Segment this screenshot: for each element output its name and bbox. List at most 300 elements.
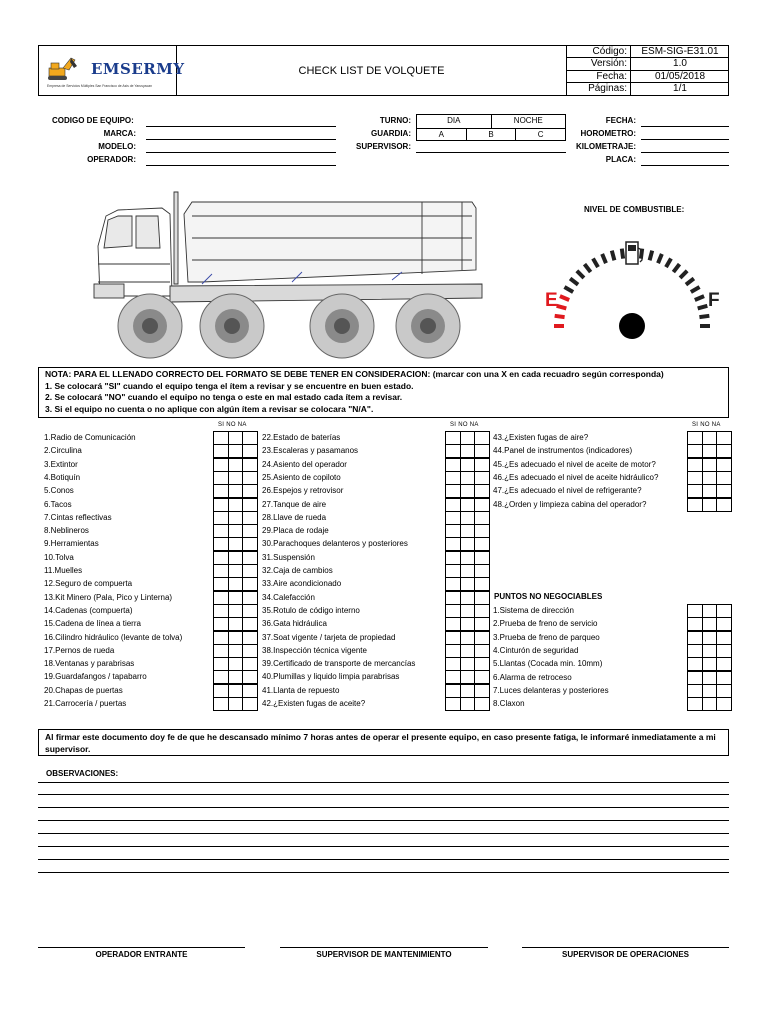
checkbox-no[interactable]	[702, 459, 717, 471]
checkbox-si[interactable]	[688, 445, 702, 457]
guard-row	[417, 128, 565, 141]
checklist-item-checkboxes	[213, 644, 258, 658]
checkbox-na[interactable]	[716, 672, 731, 684]
checkbox-si[interactable]	[446, 592, 460, 604]
checkbox-si[interactable]	[446, 512, 460, 524]
checklist-item-label: 18.Ventanas y parabrisas	[44, 659, 135, 669]
checkbox-na[interactable]	[474, 685, 489, 697]
shift-row	[417, 115, 565, 128]
checklist-item-label: 19.Guardafangos / tapabarro	[44, 672, 147, 682]
checkbox-si[interactable]	[446, 538, 460, 550]
checkbox-na[interactable]	[242, 538, 257, 550]
guard-option-a[interactable]: A	[438, 129, 444, 139]
checkbox-na[interactable]	[242, 658, 257, 670]
checkbox-no[interactable]	[460, 671, 475, 683]
checklist-item-checkboxes	[687, 498, 732, 512]
checkbox-si[interactable]	[446, 459, 460, 471]
checkbox-si[interactable]	[688, 698, 702, 710]
checkbox-si[interactable]	[688, 499, 702, 511]
observations-label: OBSERVACIONES:	[46, 769, 119, 778]
checklist-item-label: 3.Extintor	[44, 459, 78, 469]
fuel-full-label: F	[708, 290, 720, 311]
checkbox-no[interactable]	[702, 698, 717, 710]
checklist-item-checkboxes	[445, 577, 490, 591]
checklist-item-label: 9.Herramientas	[44, 539, 99, 549]
checkbox-no[interactable]	[228, 512, 243, 524]
checkbox-no[interactable]	[702, 499, 717, 511]
checkbox-si[interactable]	[214, 512, 228, 524]
checkbox-no[interactable]	[460, 698, 475, 710]
checkbox-no[interactable]	[460, 472, 475, 484]
date-field[interactable]	[641, 126, 729, 127]
checkbox-si[interactable]	[688, 472, 702, 484]
checkbox-no[interactable]	[228, 698, 243, 710]
instructions-heading: NOTA: PARA EL LLENADO CORRECTO DEL FORMATO SE DEBE TENER EN CONSIDERACION: (marcar con una X en cada recuadro según corresponda)	[45, 369, 664, 379]
checklist-item-label: 2.Circulina	[44, 446, 82, 456]
checkbox-no[interactable]	[228, 432, 243, 444]
checklist-item-checkboxes	[213, 484, 258, 498]
checklist-item-label: 33.Aire acondicionado	[262, 579, 342, 589]
document-title: CHECK LIST DE VOLQUETE	[298, 64, 445, 77]
guard-option-b[interactable]: B	[466, 129, 516, 141]
checkbox-si[interactable]	[446, 525, 460, 537]
checkbox-si[interactable]	[214, 525, 228, 537]
checkbox-si[interactable]	[446, 605, 460, 617]
checkbox-na[interactable]	[242, 472, 257, 484]
model-field[interactable]	[146, 152, 336, 153]
checklist-item-label: 8.Neblineros	[44, 526, 89, 536]
checklist-item-label: 24.Asiento del operador	[262, 459, 347, 469]
checkbox-na[interactable]	[474, 618, 489, 630]
checkbox-na[interactable]	[474, 552, 489, 564]
checkbox-no[interactable]	[460, 605, 475, 617]
shift-option-night[interactable]: NOCHE	[491, 115, 566, 128]
checkbox-na[interactable]	[716, 499, 731, 511]
checkbox-na[interactable]	[242, 565, 257, 577]
checkbox-si[interactable]	[446, 565, 460, 577]
meta-row-date: Fecha: 01/05/2018	[567, 71, 729, 83]
checkbox-na[interactable]	[242, 512, 257, 524]
signature-label-operations: SUPERVISOR DE OPERACIONES	[562, 950, 689, 959]
checkbox-no[interactable]	[702, 685, 717, 697]
signature-line-maintenance[interactable]	[280, 947, 488, 948]
checkbox-na[interactable]	[716, 472, 731, 484]
non-negotiable-item-checkboxes	[687, 644, 732, 658]
checkbox-no[interactable]	[228, 592, 243, 604]
checkbox-na[interactable]	[474, 578, 489, 590]
checklist-item-checkboxes	[213, 471, 258, 485]
checklist-item-checkboxes	[445, 631, 490, 645]
checkbox-na[interactable]	[716, 632, 731, 644]
checkbox-na[interactable]	[242, 698, 257, 710]
checkbox-si[interactable]	[446, 432, 460, 444]
date-label: FECHA:	[605, 116, 636, 125]
checkbox-si[interactable]	[214, 658, 228, 670]
checklist-item-label: 23.Escaleras y pasamanos	[262, 446, 359, 456]
gauge-tick	[585, 264, 591, 272]
checkbox-si[interactable]	[688, 658, 702, 670]
gauge-tick	[622, 249, 623, 259]
checklist-item-checkboxes	[445, 684, 490, 698]
brand-field[interactable]	[146, 139, 336, 140]
checkbox-na[interactable]	[716, 645, 731, 657]
checkbox-na[interactable]	[474, 525, 489, 537]
operator-field[interactable]	[146, 165, 336, 166]
equipment-code-field[interactable]	[146, 126, 336, 127]
checkbox-no[interactable]	[460, 618, 475, 630]
signature-line-operations[interactable]	[522, 947, 729, 948]
checkbox-no[interactable]	[228, 645, 243, 657]
checkbox-si[interactable]	[214, 565, 228, 577]
checkbox-si[interactable]	[446, 685, 460, 697]
checkbox-si[interactable]	[214, 698, 228, 710]
checkbox-si[interactable]	[214, 485, 228, 497]
checkbox-no[interactable]	[228, 658, 243, 670]
checkbox-no[interactable]	[460, 485, 475, 497]
checklist-item-checkboxes	[213, 551, 258, 565]
checkbox-si[interactable]	[688, 618, 702, 630]
signature-line-operator[interactable]	[38, 947, 245, 948]
gauge-tick	[560, 296, 569, 300]
checkbox-no[interactable]	[460, 632, 475, 644]
checkbox-si[interactable]	[214, 605, 228, 617]
signature-label-maintenance: SUPERVISOR DE MANTENIMIENTO	[316, 950, 452, 959]
checkbox-no[interactable]	[228, 605, 243, 617]
checkbox-si[interactable]	[214, 618, 228, 630]
checkbox-si[interactable]	[446, 698, 460, 710]
checkbox-na[interactable]	[242, 592, 257, 604]
observation-line[interactable]	[38, 872, 729, 873]
checklist-item-label: 20.Chapas de puertas	[44, 685, 123, 695]
non-negotiable-item-label: 3.Prueba de freno de parqueo	[493, 632, 600, 642]
checklist-item-checkboxes	[445, 484, 490, 498]
hourmeter-label: HOROMETRO:	[580, 129, 636, 138]
meta-row-pages: Páginas: 1/1	[567, 83, 729, 95]
checklist-item-label: 10.Tolva	[44, 552, 74, 562]
checkbox-si[interactable]	[688, 632, 702, 644]
checkbox-na[interactable]	[242, 632, 257, 644]
checkbox-no[interactable]	[228, 552, 243, 564]
model-label: MODELO:	[98, 142, 136, 151]
observation-line[interactable]	[38, 820, 729, 821]
checkbox-no[interactable]	[702, 618, 717, 630]
checklist-item-label: 34.Calefacción	[262, 592, 315, 602]
mileage-field[interactable]	[641, 152, 729, 153]
instruction-1: 1. Se colocará "SI" cuando el equipo tenga el ítem a revisar y se encuentre en buen estado.	[45, 380, 414, 391]
checkbox-na[interactable]	[716, 445, 731, 457]
checkbox-si[interactable]	[688, 685, 702, 697]
checkbox-na[interactable]	[474, 472, 489, 484]
checkbox-na[interactable]	[474, 565, 489, 577]
gauge-tick	[695, 296, 704, 300]
checkbox-no[interactable]	[460, 578, 475, 590]
checkbox-no[interactable]	[460, 432, 475, 444]
checkbox-no[interactable]	[460, 565, 475, 577]
checkbox-no[interactable]	[460, 592, 475, 604]
non-negotiable-item-checkboxes	[687, 631, 732, 645]
checkbox-na[interactable]	[474, 512, 489, 524]
checkbox-si[interactable]	[446, 618, 460, 630]
meta-row-code: Código: ESM-SIG-E31.01	[567, 46, 729, 58]
checkbox-na[interactable]	[242, 525, 257, 537]
checkbox-si[interactable]	[446, 485, 460, 497]
checkbox-no[interactable]	[460, 499, 475, 511]
checkbox-si[interactable]	[214, 645, 228, 657]
checkbox-si[interactable]	[446, 472, 460, 484]
checklist-item-checkboxes	[213, 591, 258, 605]
checkbox-na[interactable]	[474, 658, 489, 670]
checkbox-no[interactable]	[460, 645, 475, 657]
checkbox-si[interactable]	[214, 671, 228, 683]
checkbox-na[interactable]	[474, 445, 489, 457]
checkbox-na[interactable]	[242, 685, 257, 697]
checklist-item-label: 36.Gata hidráulica	[262, 619, 327, 629]
checkbox-si[interactable]	[214, 538, 228, 550]
checkbox-no[interactable]	[228, 525, 243, 537]
checkbox-no[interactable]	[702, 485, 717, 497]
gauge-tick	[577, 271, 584, 278]
checklist-item-label: 5.Conos	[44, 486, 74, 496]
checkbox-si[interactable]	[214, 432, 228, 444]
checkbox-na[interactable]	[474, 459, 489, 471]
checkbox-na[interactable]	[716, 698, 731, 710]
checkbox-na[interactable]	[474, 645, 489, 657]
fuel-gauge-dial	[540, 200, 730, 350]
checkbox-na[interactable]	[242, 432, 257, 444]
checklist-item-checkboxes	[445, 657, 490, 671]
checklist-item-checkboxes	[213, 631, 258, 645]
checkbox-si[interactable]	[688, 645, 702, 657]
checkbox-na[interactable]	[716, 432, 731, 444]
observation-line[interactable]	[38, 782, 729, 783]
checkbox-na[interactable]	[242, 445, 257, 457]
checkbox-na[interactable]	[242, 499, 257, 511]
checkbox-na[interactable]	[716, 459, 731, 471]
checkbox-si[interactable]	[214, 552, 228, 564]
checkbox-na[interactable]	[242, 671, 257, 683]
non-negotiable-item-checkboxes	[687, 604, 732, 618]
checkbox-si[interactable]	[214, 578, 228, 590]
checklist-item-checkboxes	[445, 670, 490, 684]
checkbox-si[interactable]	[214, 685, 228, 697]
checklist-item-checkboxes	[445, 471, 490, 485]
checkbox-no[interactable]	[702, 605, 717, 617]
observation-line[interactable]	[38, 794, 729, 795]
checkbox-na[interactable]	[716, 485, 731, 497]
checkbox-si[interactable]	[688, 459, 702, 471]
checkbox-no[interactable]	[228, 445, 243, 457]
checklist-item-checkboxes	[213, 617, 258, 631]
checkbox-na[interactable]	[474, 671, 489, 683]
checklist-item-checkboxes	[213, 444, 258, 458]
signature-label-operator: OPERADOR ENTRANTE	[95, 950, 188, 959]
guard-option-c[interactable]: C	[515, 129, 565, 141]
checkbox-si[interactable]	[214, 592, 228, 604]
gauge-tick	[658, 254, 662, 263]
checkbox-na[interactable]	[474, 538, 489, 550]
checkbox-na[interactable]	[716, 685, 731, 697]
checkbox-si[interactable]	[688, 485, 702, 497]
checklist-item-label: 17.Pernos de rueda	[44, 645, 115, 655]
checkbox-na[interactable]	[242, 578, 257, 590]
supervisor-label: SUPERVISOR:	[356, 142, 411, 151]
fuel-empty-label: E	[545, 290, 558, 311]
non-negotiable-item-checkboxes	[687, 684, 732, 698]
checkbox-no[interactable]	[460, 525, 475, 537]
non-negotiable-item-checkboxes	[687, 671, 732, 685]
checkbox-na[interactable]	[474, 592, 489, 604]
checklist-item-checkboxes	[445, 511, 490, 525]
checkbox-si[interactable]	[688, 672, 702, 684]
company-logo	[39, 46, 185, 95]
gauge-tick	[691, 287, 700, 292]
checkbox-si[interactable]	[446, 499, 460, 511]
gauge-tick	[673, 264, 679, 272]
checklist-item-label: 32.Caja de cambios	[262, 566, 333, 575]
checkbox-no[interactable]	[228, 499, 243, 511]
checklist-item-label: 27.Tanque de aire	[262, 499, 327, 509]
checklist-item-checkboxes	[445, 498, 490, 512]
checkbox-si[interactable]	[446, 445, 460, 457]
non-negotiable-item-checkboxes	[687, 657, 732, 671]
non-negotiable-item-checkboxes	[687, 617, 732, 631]
checklist-item-label: 41.Llanta de repuesto	[262, 685, 340, 695]
checkbox-na[interactable]	[474, 632, 489, 644]
checkbox-si[interactable]	[446, 578, 460, 590]
checkbox-no[interactable]	[702, 472, 717, 484]
checkbox-no[interactable]	[460, 538, 475, 550]
checklist-item-checkboxes	[687, 458, 732, 472]
gauge-tick	[698, 306, 708, 309]
checkbox-na[interactable]	[716, 658, 731, 670]
checklist-item-checkboxes	[445, 524, 490, 538]
checklist-item-checkboxes	[213, 697, 258, 711]
gauge-tick	[699, 316, 709, 317]
checklist-item-label: 26.Espejos y retrovisor	[262, 486, 344, 496]
shift-option-day[interactable]: DIA	[447, 116, 461, 125]
checkbox-si[interactable]	[688, 605, 702, 617]
checklist-item-label: 31.Suspensión	[262, 552, 315, 562]
gauge-tick	[570, 279, 578, 285]
checkbox-si[interactable]	[214, 459, 228, 471]
checklist-item-checkboxes	[213, 498, 258, 512]
hourmeter-field[interactable]	[641, 139, 729, 140]
checkbox-no[interactable]	[702, 658, 717, 670]
checkbox-na[interactable]	[474, 432, 489, 444]
checkbox-si[interactable]	[446, 552, 460, 564]
gauge-tick	[593, 258, 598, 267]
gauge-tick	[602, 254, 606, 263]
observation-line[interactable]	[38, 846, 729, 847]
meta-row-version: Versión: 1.0	[567, 58, 729, 70]
checkbox-no[interactable]	[460, 459, 475, 471]
checkbox-no[interactable]	[228, 472, 243, 484]
checkbox-na[interactable]	[716, 618, 731, 630]
checklist-item-checkboxes	[445, 591, 490, 605]
non-negotiable-item-label: 6.Alarma de retroceso	[493, 672, 572, 682]
non-negotiable-heading: PUNTOS NO NEGOCIABLES	[494, 592, 603, 601]
checklist-item-checkboxes	[445, 431, 490, 445]
checkbox-no[interactable]	[460, 552, 475, 564]
checklist-item-label: 48.¿Orden y limpieza cabina del operador?	[493, 499, 647, 509]
checklist-item-checkboxes	[445, 617, 490, 631]
checkbox-si[interactable]	[446, 632, 460, 644]
instruction-3: 3. Si el equipo no cuenta o no aplique con algún ítem a revisar se colocara "N/A".	[45, 403, 374, 414]
checkbox-no[interactable]	[702, 672, 717, 684]
checkbox-no[interactable]	[228, 459, 243, 471]
checklist-item-label: 44.Panel de instrumentos (indicadores)	[493, 446, 633, 456]
checkbox-no[interactable]	[702, 632, 717, 644]
checkbox-no[interactable]	[460, 512, 475, 524]
checkbox-si[interactable]	[214, 632, 228, 644]
non-negotiable-item-label: 2.Prueba de freno de servicio	[493, 619, 598, 629]
plate-field[interactable]	[641, 165, 729, 166]
checklist-item-label: 43.¿Existen fugas de aire?	[493, 433, 589, 442]
col2-header: SI NO NA	[450, 422, 479, 428]
checkbox-na[interactable]	[474, 605, 489, 617]
checkbox-na[interactable]	[716, 605, 731, 617]
checklist-item-label: 4.Botiquín	[44, 472, 81, 482]
checkbox-si[interactable]	[214, 445, 228, 457]
checkbox-no[interactable]	[228, 565, 243, 577]
checkbox-si[interactable]	[214, 472, 228, 484]
checkbox-no[interactable]	[228, 618, 243, 630]
checkbox-si[interactable]	[446, 658, 460, 670]
checkbox-no[interactable]	[228, 485, 243, 497]
checkbox-na[interactable]	[242, 485, 257, 497]
fuel-gauge-title: NIVEL DE COMBUSTIBLE:	[584, 205, 685, 214]
observation-line[interactable]	[38, 833, 729, 834]
checkbox-no[interactable]	[702, 445, 717, 457]
checkbox-no[interactable]	[228, 632, 243, 644]
checkbox-si[interactable]	[688, 432, 702, 444]
checklist-item-checkboxes	[687, 431, 732, 445]
checkbox-na[interactable]	[242, 618, 257, 630]
checklist-item-label: 15.Cadena de línea a tierra	[44, 619, 141, 629]
non-negotiable-item-label: 7.Luces delanteras y posteriores	[493, 685, 609, 695]
checkbox-no[interactable]	[228, 578, 243, 590]
instruction-2: 2. Se colocará "NO" cuando el equipo no tenga o este en mal estado cada ítem a revisar.	[45, 392, 403, 402]
checklist-item-label: 42.¿Existen fugas de aceite?	[262, 699, 366, 708]
checkbox-na[interactable]	[474, 698, 489, 710]
checkbox-no[interactable]	[702, 432, 717, 444]
checkbox-no[interactable]	[460, 445, 475, 457]
checkbox-na[interactable]	[242, 552, 257, 564]
supervisor-field[interactable]	[416, 152, 566, 153]
gauge-tick	[680, 271, 687, 278]
checkbox-si[interactable]	[446, 671, 460, 683]
brand-label: MARCA:	[103, 129, 136, 138]
checkbox-na[interactable]	[242, 645, 257, 657]
mileage-label: KILOMETRAJE:	[576, 142, 636, 151]
checkbox-na[interactable]	[242, 459, 257, 471]
checkbox-no[interactable]	[460, 658, 475, 670]
checkbox-no[interactable]	[228, 538, 243, 550]
gauge-tick	[557, 306, 567, 309]
checkbox-no[interactable]	[702, 645, 717, 657]
checkbox-si[interactable]	[446, 645, 460, 657]
checkbox-na[interactable]	[474, 499, 489, 511]
checkbox-na[interactable]	[474, 485, 489, 497]
observation-line[interactable]	[38, 859, 729, 860]
gauge-tick	[650, 251, 653, 261]
checkbox-no[interactable]	[460, 685, 475, 697]
observation-line[interactable]	[38, 807, 729, 808]
checkbox-no[interactable]	[228, 671, 243, 683]
checkbox-no[interactable]	[228, 685, 243, 697]
checkbox-na[interactable]	[242, 605, 257, 617]
checkbox-si[interactable]	[214, 499, 228, 511]
